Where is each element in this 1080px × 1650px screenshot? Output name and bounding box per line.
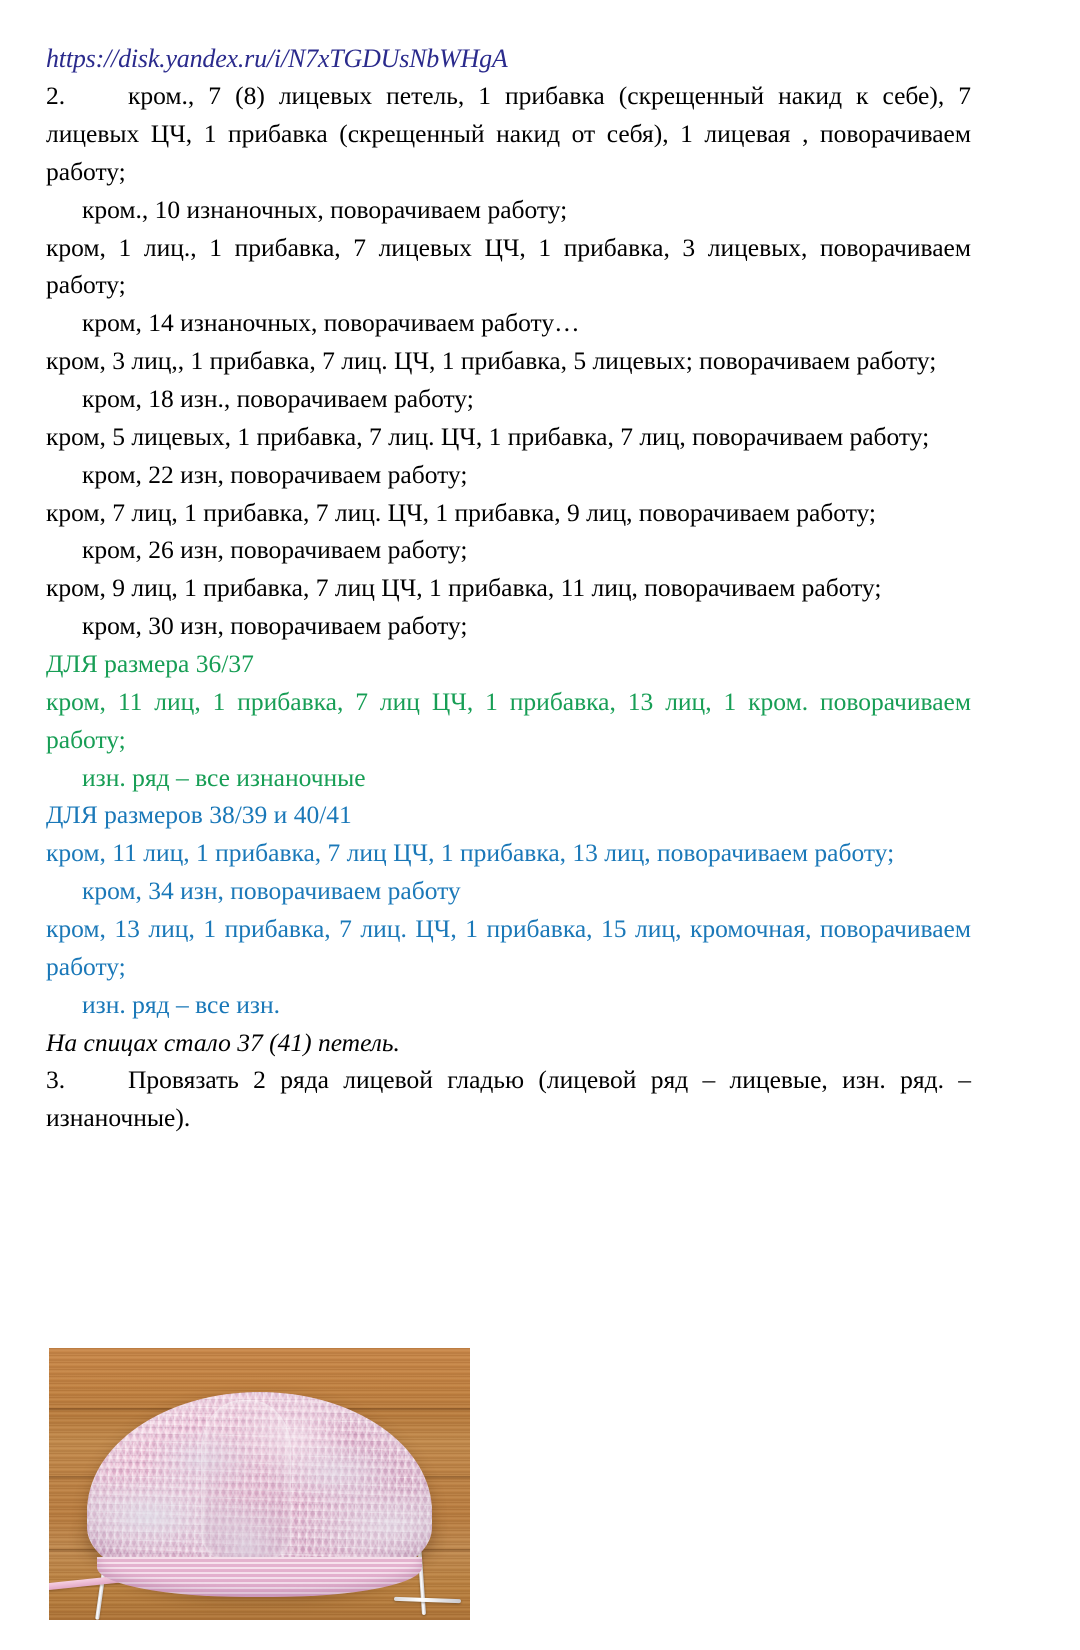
- step-2-text-1: кром., 7 (8) лицевых петель, 1 прибавка (скрещенный накид к себе), 7 лицевых ЦЧ, 1 прибавка (скрещенный накид от себя), 1 лицевая , поворачиваем работу;: [46, 81, 971, 186]
- step-2-line-8: кром, 22 изн, поворачиваем работу;: [82, 459, 468, 489]
- step-2-line-1: [46, 77, 971, 191]
- size-38-41-line-4: изн. ряд – все изн.: [82, 989, 281, 1019]
- step-2-line-12: кром, 30 изн, поворачиваем работу;: [82, 611, 468, 641]
- size-36-37-line-1: кром, 11 лиц, 1 прибавка, 7 лиц ЦЧ, 1 прибавка, 13 лиц, 1 кром. поворачиваем работу;: [46, 686, 971, 754]
- size-38-41-line-1: кром, 11 лиц, 1 прибавка, 7 лиц ЦЧ, 1 прибавка, 13 лиц, поворачиваем работу;: [46, 838, 895, 868]
- step-2-line-7: кром, 5 лицевых, 1 прибавка, 7 лиц. ЦЧ, 1 прибавка, 7 лиц, поворачиваем работу;: [46, 421, 930, 451]
- step-2-line-3: кром, 1 лиц., 1 прибавка, 7 лицевых ЦЧ, 1 прибавка, 3 лицевых, поворачиваем работу;: [46, 232, 971, 300]
- step-3-text: Провязать 2 ряда лицевой гладью (лицевой ряд – лицевые, изн. ряд. – изнаночные).: [46, 1065, 971, 1133]
- size-38-41-line-3: кром, 13 лиц, 1 прибавка, 7 лиц. ЦЧ, 1 прибавка, 15 лиц, кромочная, поворачиваем работу;: [46, 914, 971, 981]
- step-2-line-6: кром, 18 изн., поворачиваем работу;: [82, 383, 474, 413]
- size-38-41-heading: ДЛЯ размеров 38/39 и 40/41: [46, 800, 352, 830]
- size-38-41-line-2: кром, 34 изн, поворачиваем работу: [82, 876, 461, 906]
- step-2-number: 2.: [46, 81, 66, 111]
- step-2-line-9: кром, 7 лиц, 1 прибавка, 7 лиц. ЦЧ, 1 прибавка, 9 лиц, поворачиваем работу;: [46, 497, 876, 527]
- step-2-line-2: кром., 10 изнаночных, поворачиваем работу;: [82, 194, 568, 224]
- knit-garter-edge: [97, 1557, 422, 1597]
- knit-center-panel: [201, 1400, 291, 1561]
- step-2-line-10: кром, 26 изн, поворачиваем работу;: [82, 535, 468, 565]
- knitting-progress-photo: [49, 1348, 470, 1620]
- step-2-line-4: кром, 14 изнаночных, поворачиваем работу…: [82, 308, 580, 338]
- step-2-line-5: кром, 3 лиц,, 1 прибавка, 7 лиц. ЦЧ, 1 прибавка, 5 лицевых; поворачиваем работу;: [46, 346, 937, 376]
- document-content: [46, 44, 971, 1137]
- step-3-paragraph: [46, 1061, 971, 1137]
- stitch-count-note: На спицах стало 37 (41) петель.: [46, 1027, 400, 1057]
- size-36-37-line-2: изн. ряд – все изнаночные: [82, 762, 366, 792]
- knitted-swatch: [87, 1392, 432, 1593]
- source-url-link[interactable]: https://disk.yandex.ru/i/N7xTGDUsNbWHgA: [46, 44, 508, 73]
- step-2-line-11: кром, 9 лиц, 1 прибавка, 7 лиц ЦЧ, 1 прибавка, 11 лиц, поворачиваем работу;: [46, 573, 882, 603]
- step-3-number: 3.: [46, 1065, 66, 1095]
- size-36-37-heading: ДЛЯ размера 36/37: [46, 649, 254, 678]
